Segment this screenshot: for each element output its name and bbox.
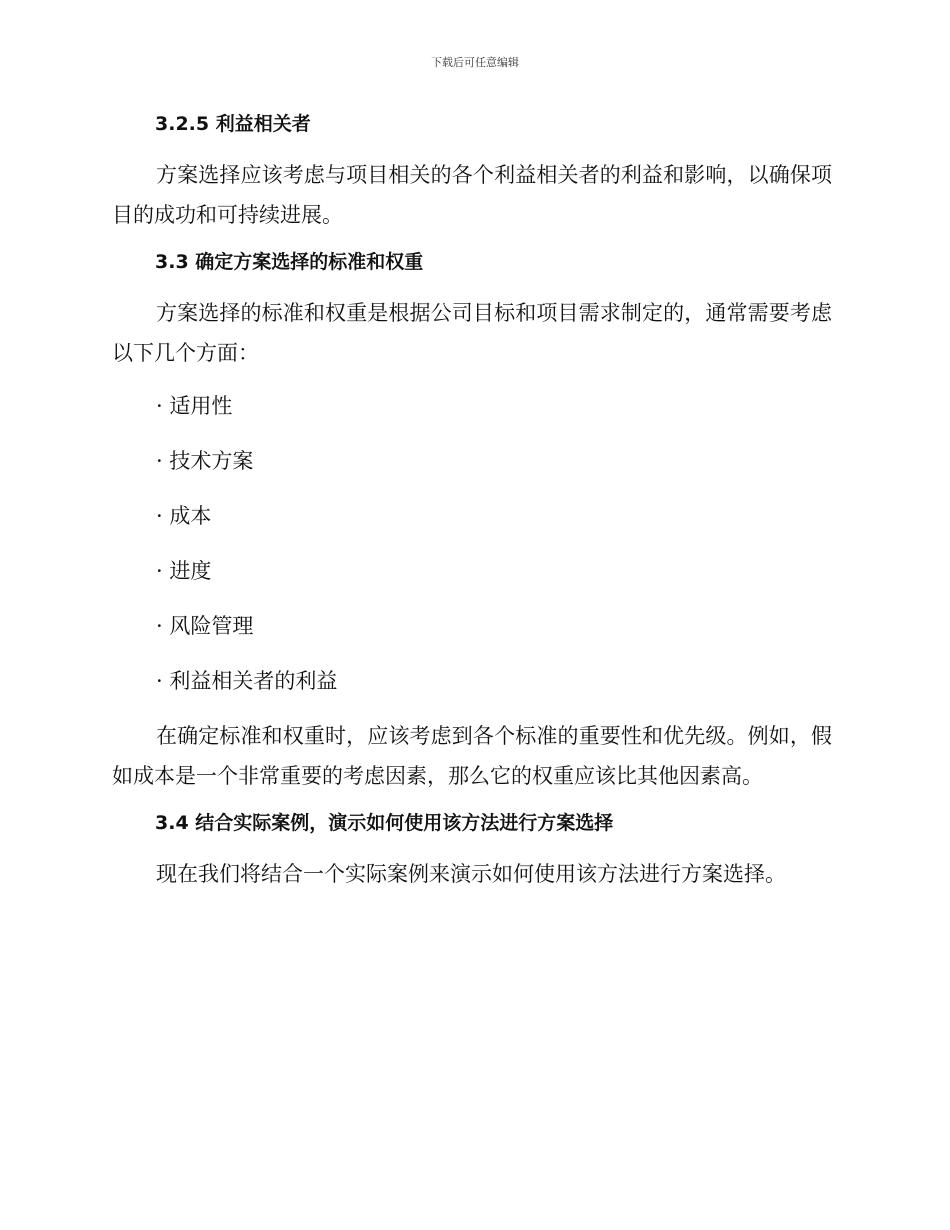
list-item-applicability: · 适用性 — [156, 394, 233, 418]
page-header-note: 下载后可任意编辑 — [431, 56, 519, 69]
section-heading-3-4: 3.4 结合实际案例，演示如何使用该方法进行方案选择 — [155, 812, 614, 834]
list-item-risk-management: · 风险管理 — [156, 614, 254, 638]
paragraph-criteria-weights: 在确定标准和权重时，应该考虑到各个标准的重要性和优先级。例如，假如成本是一个非常重要的考虑因素，那么它的权重应该比其他因素高。 — [112, 724, 832, 788]
section-heading-3-2-5: 3.2.5 利益相关者 — [155, 113, 311, 135]
list-item-technical-plan: · 技术方案 — [156, 449, 254, 473]
list-item-cost: · 成本 — [156, 504, 212, 528]
paragraph-case-intro: 现在我们将结合一个实际案例来演示如何使用该方法进行方案选择。 — [156, 862, 786, 886]
list-item-stakeholder-interests: · 利益相关者的利益 — [156, 669, 338, 693]
paragraph-criteria-intro: 方案选择的标准和权重是根据公司目标和项目需求制定的，通常需要考虑以下几个方面： — [112, 301, 832, 365]
list-item-schedule: · 进度 — [156, 559, 212, 583]
paragraph-stakeholders: 方案选择应该考虑与项目相关的各个利益相关者的利益和影响，以确保项目的成功和可持续进展。 — [112, 163, 832, 227]
document-body — [112, 110, 832, 907]
section-heading-3-3: 3.3 确定方案选择的标准和权重 — [155, 251, 424, 273]
